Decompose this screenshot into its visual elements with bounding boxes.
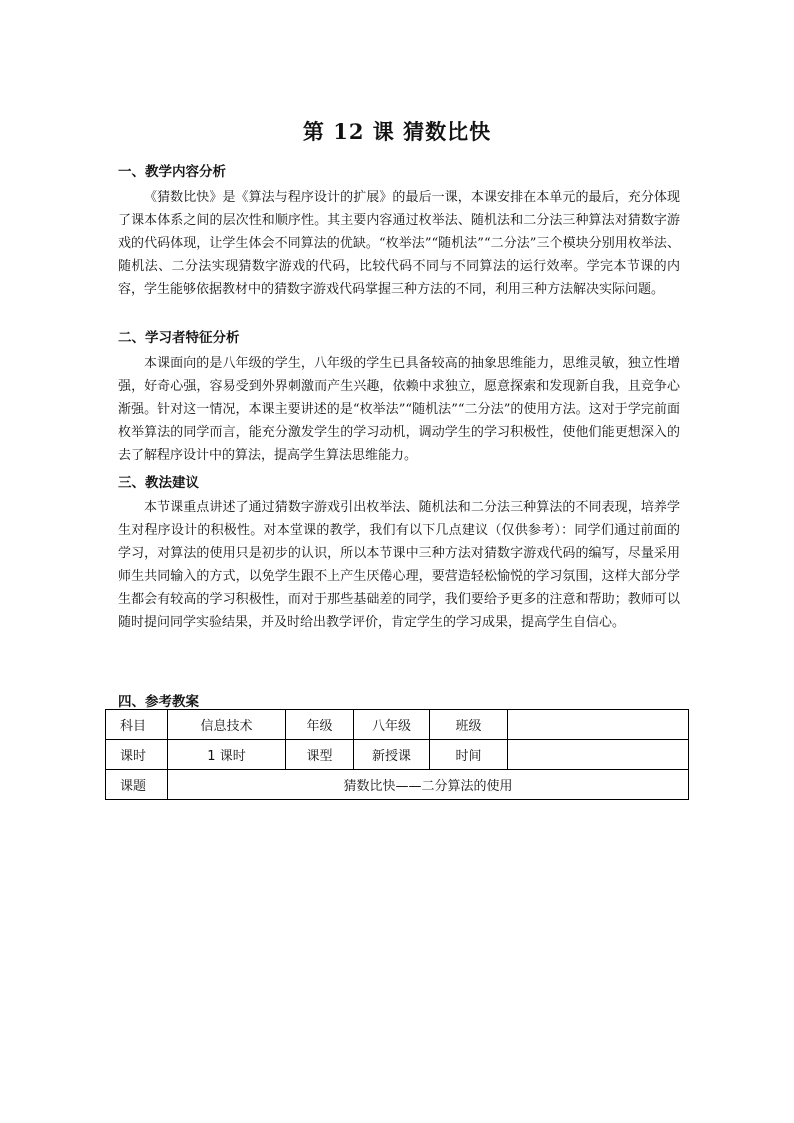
label-grade: 年级 — [286, 710, 354, 740]
section-heading-content-analysis: 一、教学内容分析 — [118, 164, 226, 180]
value-grade: 八年级 — [354, 710, 430, 740]
label-subject: 科目 — [106, 710, 168, 740]
value-time — [508, 740, 689, 770]
value-topic: 猜数比快——二分算法的使用 — [168, 770, 689, 800]
section-text-content-analysis: 《猜数比快》是《算法与程序设计的扩展》的最后一课，本课安排在本单元的最后，充分体现了课本体系之间的层次性和顺序性。其主要内容通过枚举法、随机法和二分法三种算法对猜数字游戏的代码体现，让学生体会不同算法的优缺。“枚举法”“随机法”“二分法”三个模块分别用枚举法、随机法、二分法实现猜数字游戏的代码，比较代码不同与不同算法的运行效率。学完本节课的内容，学生能够依据教材中的猜数字游戏代码掌握三种方法的不同，利用三种方法解决实际问题。 — [118, 190, 680, 297]
value-subject: 信息技术 — [168, 710, 286, 740]
value-lesson-type: 新授课 — [354, 740, 430, 770]
table-row — [106, 710, 689, 740]
label-lesson-type: 课型 — [286, 740, 354, 770]
table-row — [106, 770, 689, 800]
section-heading-teaching-advice: 三、教法建议 — [118, 475, 199, 491]
value-periods: 1 课时 — [168, 740, 286, 770]
label-periods: 课时 — [106, 740, 168, 770]
section-heading-learner-analysis: 二、学习者特征分析 — [118, 330, 240, 346]
page-title: 第 12 课 猜数比快 — [302, 119, 492, 144]
section-heading-lesson-plan: 四、参考教案 — [118, 694, 199, 710]
section-text-learner-analysis: 本课面向的是八年级的学生，八年级的学生已具备较高的抽象思维能力，思维灵敏，独立性增强，好奇心强，容易受到外界刺激而产生兴趣，依赖中求独立，愿意探索和发现新自我，且竞争心渐强。针对这一情况，本课主要讲述的是“枚举法”“随机法”“二分法”的使用方法。这对于学完前面枚举算法的同学而言，能充分激发学生的学习动机，调动学生的学习积极性，使他们能更想深入的去了解程序设计中的算法，提高学生算法思维能力。 — [118, 356, 680, 463]
lesson-plan-table — [105, 709, 689, 800]
label-topic: 课题 — [106, 770, 168, 800]
value-class — [508, 710, 689, 740]
label-time: 时间 — [430, 740, 508, 770]
table-row — [106, 740, 689, 770]
label-class: 班级 — [430, 710, 508, 740]
section-text-teaching-advice: 本节课重点讲述了通过猜数字游戏引出枚举法、随机法和二分法三种算法的不同表现，培养学生对程序设计的积极性。对本堂课的教学，我们有以下几点建议（仅供参考）：同学们通过前面的学习，对算法的使用只是初步的认识，所以本节课中三种方法对猜数字游戏代码的编写，尽量采用师生共同输入的方式，以免学生跟不上产生厌倦心理，要营造轻松愉悦的学习氛围，这样大部分学生都会有较高的学习积极性，而对于那些基础差的同学，我们要给予更多的注意和帮助；教师可以随时提问同学实验结果，并及时给出教学评价，肯定学生的学习成果，提高学生自信心。 — [118, 500, 680, 630]
